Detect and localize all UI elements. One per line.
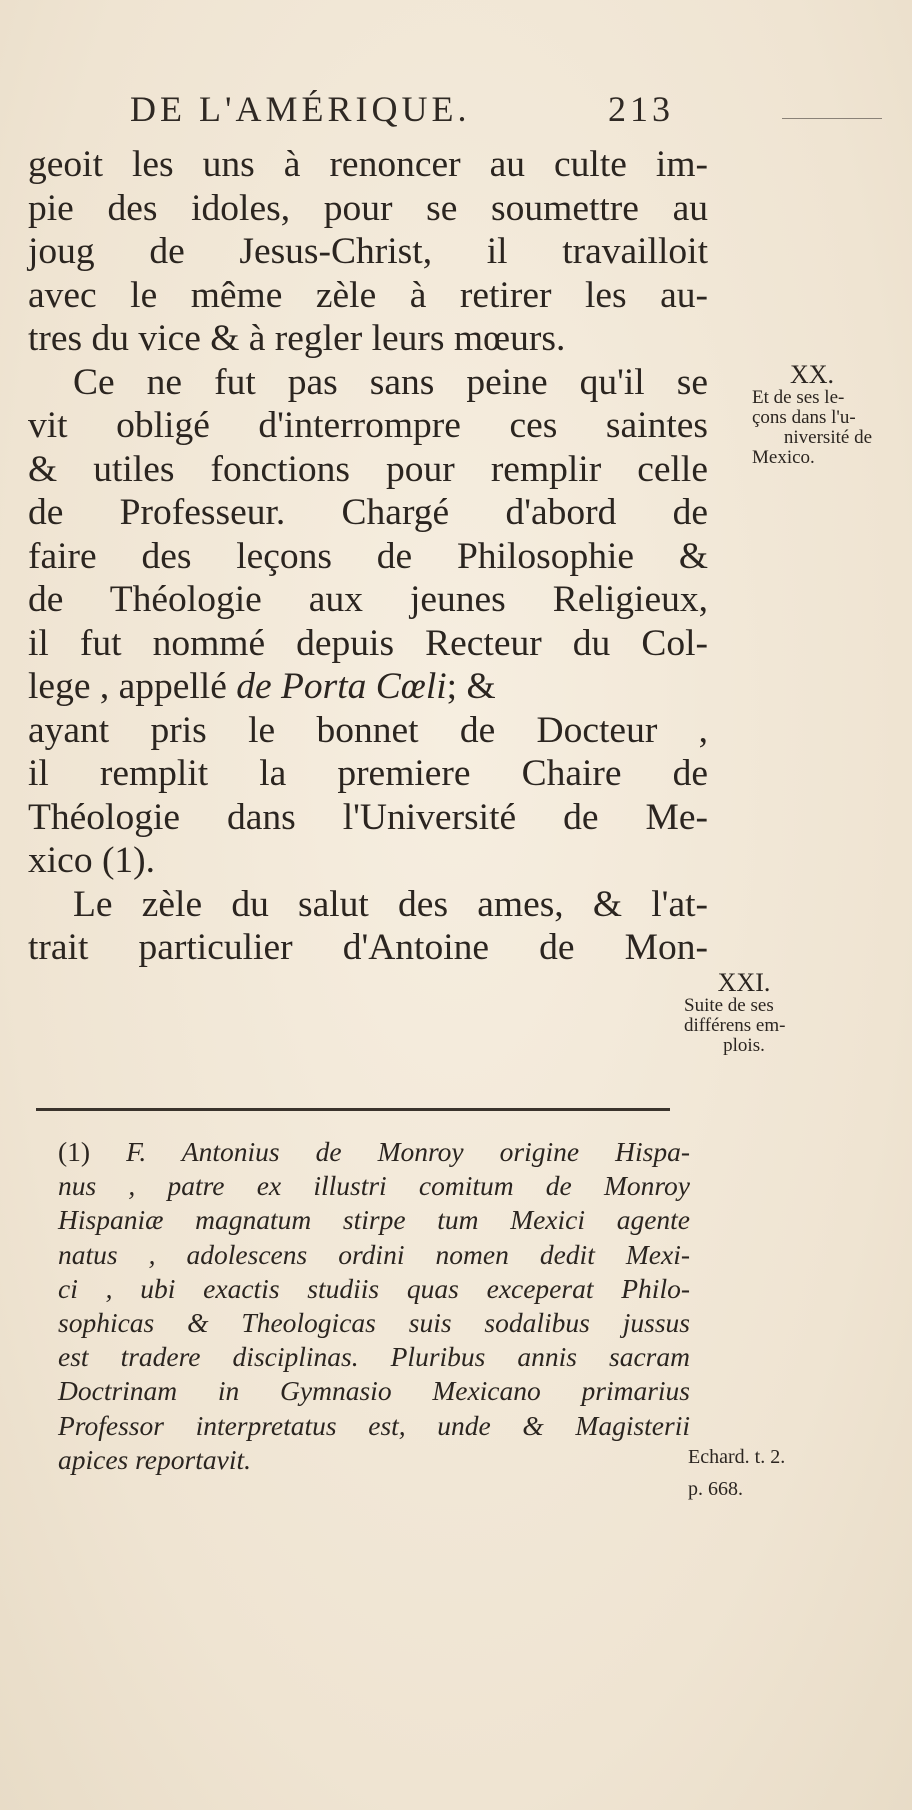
body-line: ayant pris le bonnet de Docteur , [28,709,708,751]
margin-note-line: plois. [723,1035,765,1056]
header-rule [782,118,882,119]
body-line: Théologie dans l'Université de Me- [28,796,708,838]
margin-note-number: XXI. [717,968,771,997]
body-line: de Théologie aux jeunes Religieux, [28,579,708,620]
margin-note-line: Mexico. [752,447,815,468]
footnote-line: sophicas & Theologicas suis sodalibus jussus [58,1306,690,1338]
body-line: pie des idoles, pour se soumettre au [28,187,708,229]
margin-note-xxi [684,970,804,1056]
footnote-marker: (1) [58,1136,91,1167]
footnote [58,1135,690,1477]
body-line: vit obligé d'interrompre ces saintes [28,405,708,446]
body-line: Ce ne fut pas sans peine qu'il se [73,361,708,403]
footnote-line: Professor interpretatus est, unde & Magisterii [58,1409,690,1441]
margin-note-line: différens em- [684,1015,786,1036]
footnote-reference: Echard. t. 2. [688,1446,786,1468]
body-text [28,143,708,970]
footnote-line: natus , adolescens ordini nomen dedit Mexi- [58,1238,690,1270]
margin-note-line: Suite de ses [684,995,774,1016]
body-line: faire des leçons de Philosophie & [28,535,708,577]
footnote-line: apices reportavit. [58,1443,251,1475]
margin-note-line: çons dans l'u- [752,407,856,428]
footnote-line: Doctrinam in Gymnasio Mexicano primarius [58,1375,690,1407]
footnote-text: F. Antonius de Monroy origine Hispa- [126,1136,691,1167]
body-line: avec le même zèle à retirer les au- [28,274,708,316]
footnote-rule [36,1108,670,1111]
body-line [28,665,708,709]
body-line-start: lege , appellé [28,666,237,707]
footnote-reference: p. 668. [688,1478,743,1500]
page-number: 213 [608,89,674,129]
body-line: xico (1). [28,840,156,881]
footnote-line [58,1135,690,1169]
margin-note-line: niversité de [783,427,872,448]
body-line: & utiles fonctions pour remplir celle [28,448,708,490]
body-line: trait particulier d'Antoine de Mon- [28,927,708,968]
footnote-line: Hispaniæ magnatum stirpe tum Mexici agente [58,1204,690,1236]
body-line: Le zèle du salut des ames, & l'at- [73,883,708,925]
body-line: il fut nommé depuis Recteur du Col- [28,622,708,664]
margin-note-number: XX. [789,360,835,389]
footnote-line: ci , ubi exactis studiis quas exceperat Philo- [58,1272,690,1304]
body-line: tres du vice & à regler leurs mœurs. [28,318,566,359]
body-line: geoit les uns à renoncer au culte im- [28,144,708,185]
body-line: il remplit la premiere Chaire de [28,753,708,794]
footnote-line: est tradere disciplinas. Pluribus annis sacram [58,1341,690,1373]
college-name: de Porta Cœli [236,666,447,707]
margin-note-line: Et de ses le- [752,387,845,408]
running-header [130,88,730,130]
footnote-line: nus , patre ex illustri comitum de Monroy [58,1170,690,1202]
body-line-end: ; & [446,666,496,707]
body-line: de Professeur. Chargé d'abord de [28,492,708,533]
running-title: DE L'AMÉRIQUE. [130,89,471,129]
margin-note-xx [752,362,872,468]
body-line: joug de Jesus-Christ, il travailloit [28,231,708,272]
